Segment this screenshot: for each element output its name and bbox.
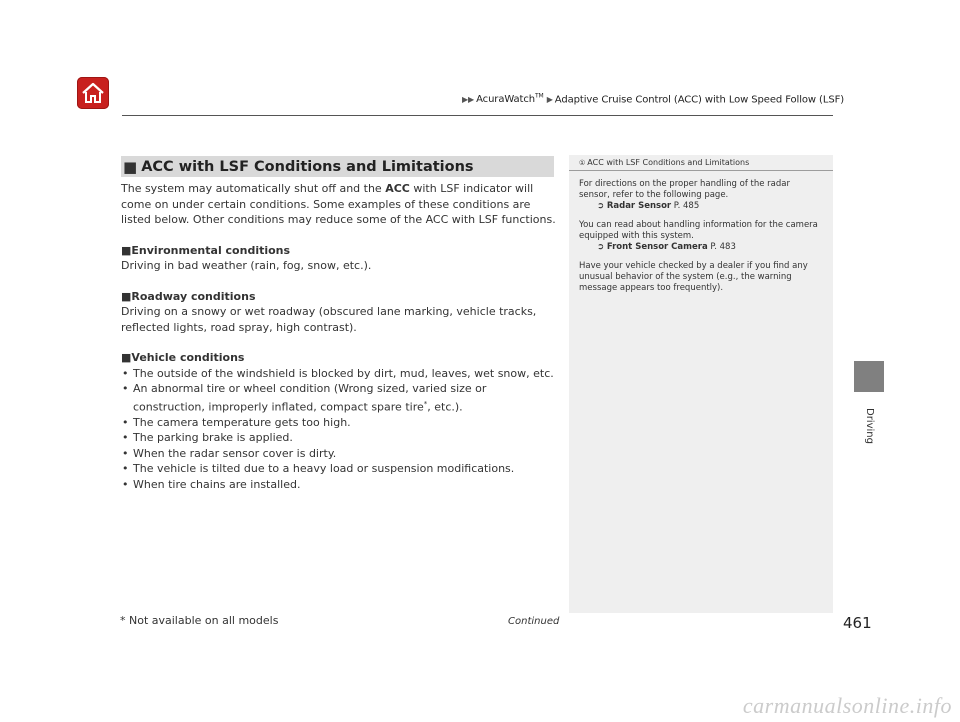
breadcrumb-link-acurawatch[interactable]: AcuraWatch™ <box>476 93 544 106</box>
footnote: * Not available on all models <box>120 614 279 627</box>
xref-arrow-icon: ➲ <box>597 242 605 252</box>
list-item: • When tire chains are installed. <box>121 477 556 493</box>
square-bullet-icon: ■ <box>121 243 132 257</box>
list-item: • When the radar sensor cover is dirty. <box>121 446 556 462</box>
xref-arrow-icon: ➲ <box>597 201 605 211</box>
home-icon <box>81 82 105 104</box>
side-note-panel <box>569 155 833 613</box>
breadcrumb-link-acc[interactable]: Adaptive Cruise Control (ACC) with Low Speed Follow (LSF) <box>554 94 845 106</box>
intro-paragraph: The system may automatically shut off and the ACC with LSF indicator will come on under certain conditions. Some examples of these conditions are listed below. Other conditions may reduce some of the ACC with LSF functions. <box>121 182 556 226</box>
home-button[interactable] <box>77 77 109 109</box>
road-text: Driving on a snowy or wet roadway (obscured lane marking, vehicle tracks, reflected lights, road spray, high contrast). <box>121 305 537 334</box>
vehicle-heading: ■Vehicle conditions <box>121 351 245 364</box>
side-note-para: For directions on the proper handling of the radar sensor, refer to the following page. ➲ Radar Sensor P. 485 <box>579 179 823 212</box>
xref-front-sensor-camera[interactable]: ➲ Front Sensor Camera P. 483 <box>597 242 736 252</box>
side-note-para: Have your vehicle checked by a dealer if you find any unusual behavior of the system (e.g., the warning message appears too frequently). <box>579 261 808 293</box>
env-text: Driving in bad weather (rain, fog, snow, etc.). <box>121 259 372 272</box>
road-heading: ■Roadway conditions <box>121 289 256 303</box>
chapter-tab-label[interactable]: Driving <box>864 408 875 444</box>
vehicle-conditions-list <box>121 366 556 493</box>
list-item: • The camera temperature gets too high. <box>121 415 556 431</box>
env-heading: ■Environmental conditions <box>121 243 291 257</box>
watermark: carmanualsonline.info <box>742 693 952 718</box>
chapter-tab[interactable] <box>854 361 884 392</box>
breadcrumb-arrow-icon: ▶▶ <box>462 95 475 105</box>
list-item: • The outside of the windshield is blocked by dirt, mud, leaves, wet snow, etc. <box>121 366 556 382</box>
list-item: • The parking brake is applied. <box>121 430 556 446</box>
list-item: • The vehicle is tilted due to a heavy load or suspension modifications. <box>121 461 556 477</box>
header-divider <box>122 115 833 116</box>
xref-radar-sensor[interactable]: ➲ Radar Sensor P. 485 <box>597 201 700 211</box>
footnote-marker[interactable]: * <box>423 399 428 408</box>
page-number: 461 <box>843 614 872 632</box>
square-bullet-icon: ■ <box>121 351 132 364</box>
breadcrumb <box>462 93 844 105</box>
side-note-heading: ① ACC with LSF Conditions and Limitations <box>569 155 833 171</box>
breadcrumb-arrow-icon: ▶ <box>546 95 553 105</box>
side-note-para: You can read about handling information for the camera equipped with this system. ➲ Front Sensor Camera P. 483 <box>579 220 823 253</box>
continued-label: Continued <box>508 616 560 627</box>
main-body <box>121 181 556 492</box>
square-bullet-icon: ■ <box>121 289 132 303</box>
square-bullet-icon: ■ <box>123 157 138 176</box>
note-icon: ① <box>579 159 586 167</box>
section-title: ACC with LSF Conditions and Limitations <box>141 158 474 175</box>
section-title-bar <box>121 156 554 177</box>
list-item: • An abnormal tire or wheel condition (Wrong sized, varied size or construction, improperly inflated, compact spare tire*, etc.). <box>121 381 556 415</box>
